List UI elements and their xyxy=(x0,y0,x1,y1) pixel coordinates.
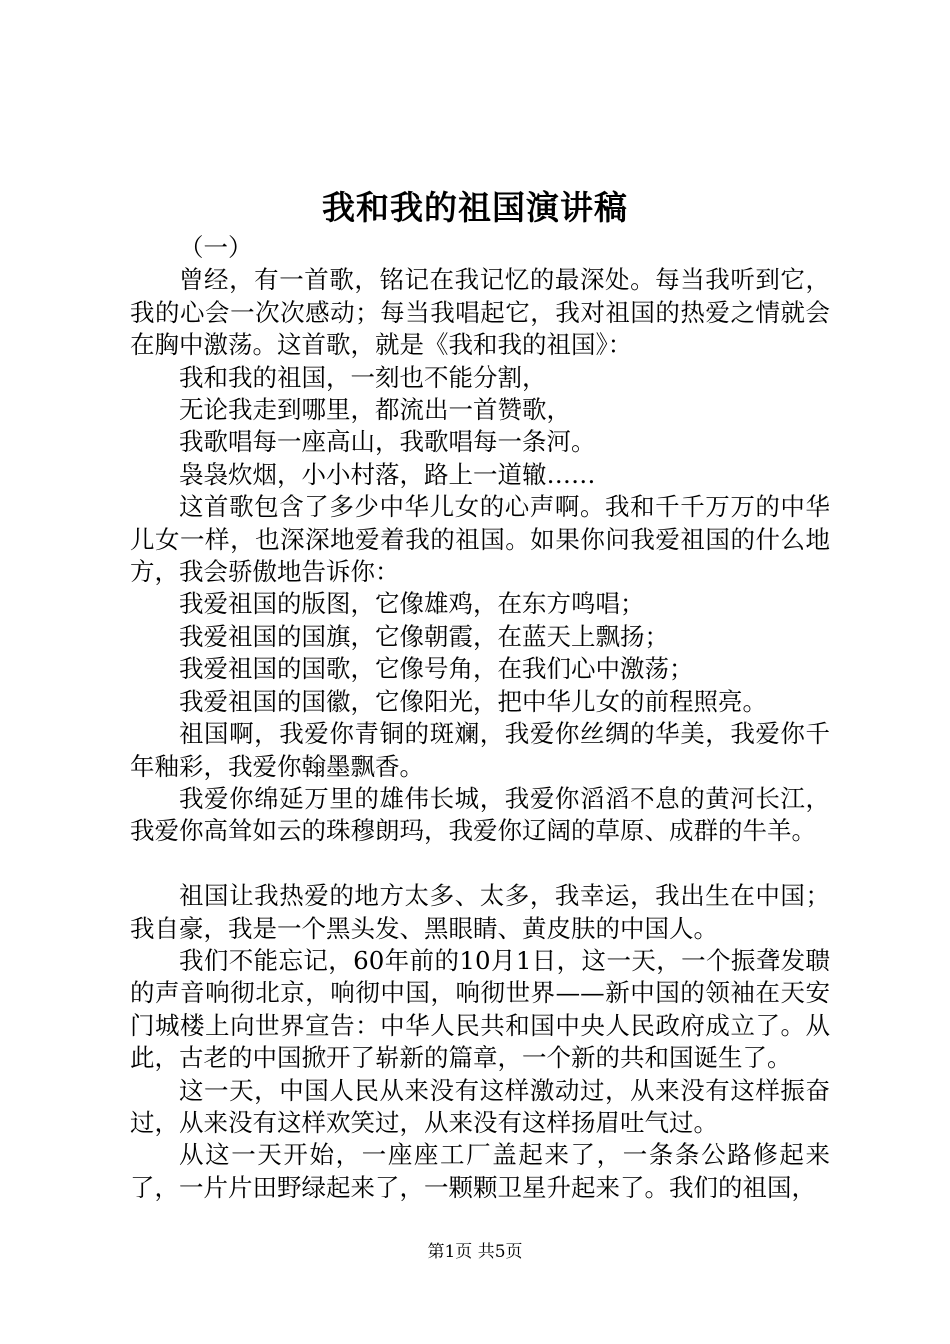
list-line: 我爱祖国的国旗，它像朝霞，在蓝天上飘扬； xyxy=(179,621,669,651)
document-body xyxy=(130,232,830,1204)
document-title: 我和我的祖国演讲稿 xyxy=(322,188,628,227)
lyric-line: 我歌唱每一座高山，我歌唱每一条河。 xyxy=(179,427,596,457)
list-line: 我爱祖国的国徽，它像阳光，把中华儿女的前程照亮。 xyxy=(179,686,767,716)
lyric-line: 袅袅炊烟，小小村落，路上一道辙…… xyxy=(179,459,596,489)
lyric-line: 无论我走到哪里，都流出一首赞歌， xyxy=(179,395,571,425)
paragraph: 这首歌包含了多少中华儿女的心声啊。我和千千万万的中华儿女一样，也深深地爱着我的祖国。如果你问我爱祖国的什么地方，我会骄傲地告诉你： xyxy=(130,492,830,587)
paragraph: 我们不能忘记，60年前的10月1日，这一天，一个振聋发聩的声音响彻北京，响彻中国，响彻世界——新中国的领袖在天安门城楼上向世界宣告：中华人民共和国中央人民政府成立了。从此，古老的中国掀开了崭新的篇章，一个新的共和国诞生了。 xyxy=(130,945,830,1073)
paragraph-section-number: （一） xyxy=(179,233,253,262)
paragraph: 从这一天开始，一座座工厂盖起来了，一条条公路修起来了，一片片田野绿起来了，一颗颗卫星升起来了。我们的祖国， xyxy=(130,1140,830,1202)
paragraph: 这一天，中国人民从来没有这样激动过，从来没有这样振奋过，从来没有这样欢笑过，从来没有这样扬眉吐气过。 xyxy=(130,1075,830,1137)
list-line: 我爱祖国的国歌，它像号角，在我们心中激荡； xyxy=(179,654,694,684)
paragraph: 祖国啊，我爱你青铜的斑斓，我爱你丝绸的华美，我爱你千年釉彩，我爱你翰墨飘香。 xyxy=(130,719,830,781)
list-line: 我爱祖国的版图，它像雄鸡，在东方鸣唱； xyxy=(179,589,645,619)
page-number-footer: 第1页 共5页 xyxy=(427,1242,523,1262)
paragraph: 曾经，有一首歌，铭记在我记忆的最深处。每当我听到它，我的心会一次次感动；每当我唱起它，我对祖国的热爱之情就会在胸中激荡。这首歌，就是《我和我的祖国》： xyxy=(130,265,830,360)
blank-line xyxy=(130,848,830,880)
lyric-line: 我和我的祖国，一刻也不能分割， xyxy=(179,362,547,392)
paragraph: 祖国让我热爱的地方太多、太多，我幸运，我出生在中国；我自豪，我是一个黑头发、黑眼睛、黄皮肤的中国人。 xyxy=(130,881,830,943)
paragraph: 我爱你绵延万里的雄伟长城，我爱你滔滔不息的黄河长江，我爱你高耸如云的珠穆朗玛，我爱你辽阔的草原、成群的牛羊。 xyxy=(130,783,830,846)
